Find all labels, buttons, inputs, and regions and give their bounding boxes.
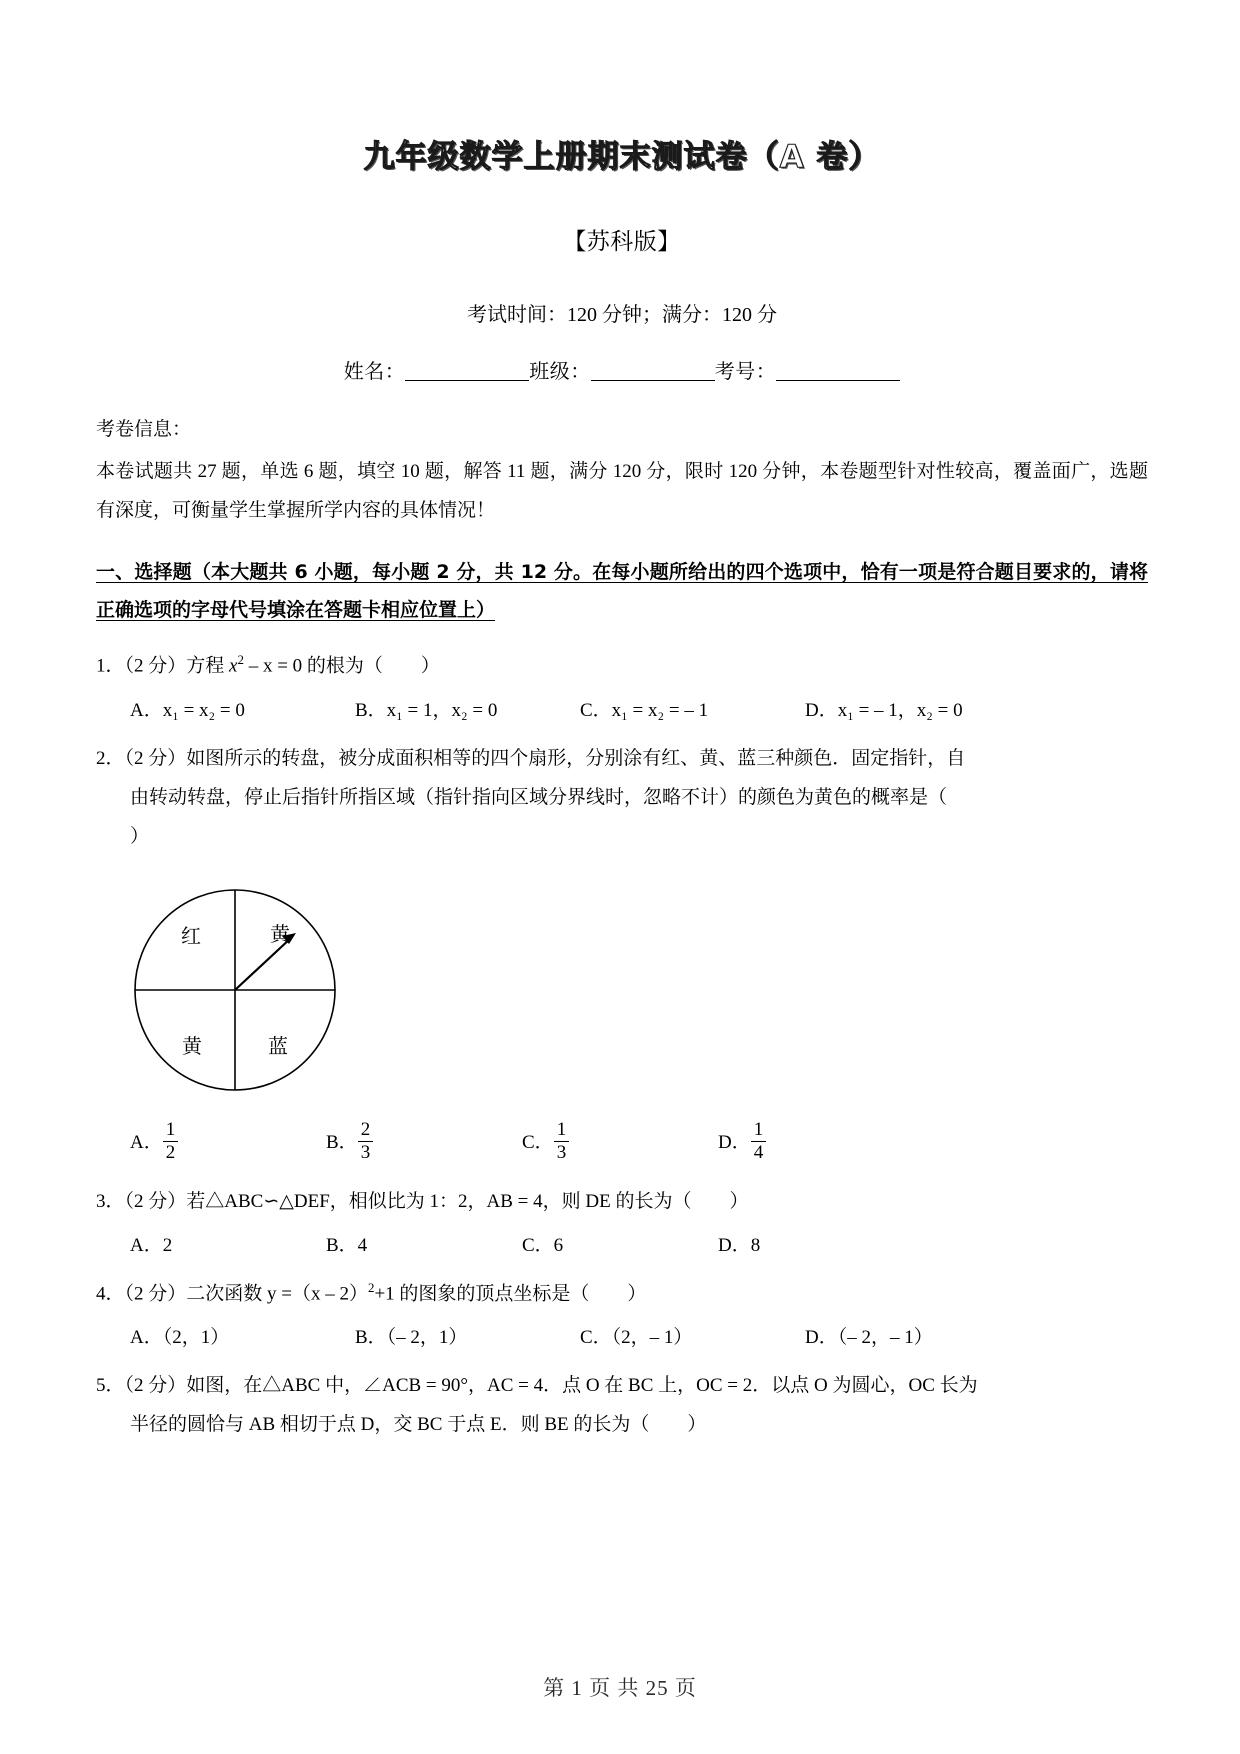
question-1-number: 1． — [96, 655, 125, 677]
q2-opt-c-num: 1 — [556, 1118, 567, 1140]
q2-opt-c-letter: C． — [522, 1131, 554, 1153]
name-label: 姓名： — [343, 361, 406, 384]
question-1-option-d[interactable]: D．x₁ = – 1，x₂ = 0 — [805, 699, 963, 721]
question-2-line3: ） — [130, 825, 150, 847]
question-1-math-rest: – x = 0 — [243, 655, 303, 677]
q2-opt-d-fraction — [751, 1119, 767, 1165]
question-2-score: （2 分） — [124, 747, 187, 769]
question-3-option-d[interactable]: D．8 — [718, 1234, 761, 1256]
number-label: 考号： — [714, 361, 777, 384]
q2-opt-c-fraction — [554, 1119, 570, 1165]
question-2-line2: 由转动转盘，停止后指针所指区域（指针指向区域分界线时，忽略不计）的颜色为黄色的概率是（ — [130, 786, 948, 808]
question-4-exponent: 2 — [368, 1279, 375, 1295]
exam-meta: 考试时间：120 分钟；满分：120 分 — [467, 304, 777, 327]
question-5-line1: 如图，在△ABC 中，∠ACB = 90°，AC = 4．点 O 在 BC 上，OC = 2．以点 O 为圆心，OC 长为 — [186, 1375, 978, 1397]
number-blank[interactable] — [776, 380, 900, 381]
spinner-diagram-icon — [120, 875, 350, 1105]
question-1 — [96, 647, 1148, 684]
q2-opt-b-num: 2 — [360, 1118, 371, 1140]
question-1-score: （2 分） — [124, 655, 187, 677]
section-heading-choice: 一、选择题（本大题共 6 小题，每小题 2 分，共 12 分。在每小题所给出的四个选项中，恰有一项是符合题目要求的，请将正确选项的字母代号填涂在答题卡相应位置上） — [96, 561, 1148, 622]
q2-opt-c-den: 3 — [554, 1141, 570, 1164]
question-1-var: x — [229, 655, 238, 677]
question-3-number: 3． — [96, 1190, 125, 1212]
exam-info-paragraph: 本卷试题共 27 题，单选 6 题，填空 10 题，解答 11 题，满分 120 分，限时 120 分钟，本卷题型针对性较高，覆盖面广，选题有深度，可衡量学生掌握所学内容的具体情况！ — [96, 461, 1148, 522]
question-2-option-d[interactable] — [718, 1119, 914, 1165]
question-4-option-c[interactable]: C．（2，– 1） — [580, 1327, 693, 1349]
question-2-number: 2． — [96, 747, 125, 769]
q2-opt-a-fraction — [163, 1119, 179, 1165]
page-title: 九年级数学上册期末测试卷（A 卷） — [363, 139, 881, 175]
q2-opt-a-den: 2 — [163, 1141, 179, 1164]
question-1-stem-pre: 方程 — [186, 655, 230, 677]
question-1-stem-post: 的根为（ ） — [302, 655, 440, 677]
question-3-options — [96, 1230, 1148, 1257]
question-3-score: （2 分） — [124, 1190, 187, 1212]
question-1-exponent: 2 — [237, 652, 244, 668]
page-footer: 第 1 页 共 25 页 — [543, 1676, 697, 1700]
question-4-option-b[interactable]: B．（– 2，1） — [355, 1327, 468, 1349]
question-3-option-b[interactable]: B．4 — [326, 1234, 368, 1256]
question-4-stem-pre: 二次函数 y =（x – 2） — [186, 1282, 368, 1304]
edition-subtitle: 【苏科版】 — [563, 229, 681, 255]
exam-info-label: 考卷信息： — [96, 419, 192, 441]
question-3-stem: 若△ABC∽△DEF，相似比为 1：2，AB = 4，则 DE 的长为（ ） — [186, 1190, 749, 1212]
question-4-option-a[interactable]: A．（2，1） — [130, 1327, 230, 1349]
question-3 — [96, 1183, 1148, 1220]
q2-opt-d-num: 1 — [753, 1118, 764, 1140]
q2-opt-d-den: 4 — [751, 1141, 767, 1164]
question-5-line2: 半径的圆恰与 AB 相切于点 D，交 BC 于点 E．则 BE 的长为（ ） — [130, 1414, 707, 1436]
question-4-score: （2 分） — [124, 1282, 187, 1304]
question-5-score: （2 分） — [124, 1375, 187, 1397]
question-2-option-c[interactable] — [522, 1119, 718, 1165]
name-blank[interactable] — [405, 380, 529, 381]
spinner-label-top-left: 红 — [181, 923, 201, 948]
class-label: 班级： — [529, 361, 591, 384]
question-2 — [96, 740, 1148, 777]
question-2-option-b[interactable] — [326, 1119, 522, 1165]
q2-opt-a-letter: A． — [130, 1131, 163, 1153]
question-4-options — [96, 1322, 1148, 1349]
q2-opt-a-num: 1 — [165, 1118, 176, 1140]
question-4-stem-post: +1 的图象的顶点坐标是（ ） — [374, 1282, 647, 1304]
q2-opt-d-letter: D． — [718, 1131, 751, 1153]
question-5-number: 5． — [96, 1375, 125, 1397]
question-2-option-a[interactable] — [130, 1119, 326, 1165]
question-2-line1: 如图所示的转盘，被分成面积相等的四个扇形，分别涂有红、黄、蓝三种颜色．固定指针，自 — [186, 747, 966, 769]
question-3-option-c[interactable]: C．6 — [522, 1234, 564, 1256]
q2-opt-b-letter: B． — [326, 1131, 358, 1153]
question-2-options — [96, 1119, 1148, 1165]
spinner-label-bottom-left: 黄 — [182, 1033, 202, 1058]
question-1-option-a[interactable]: A．x₁ = x₂ = 0 — [130, 699, 245, 721]
q2-opt-b-fraction — [358, 1119, 374, 1165]
spinner-label-bottom-right: 蓝 — [268, 1033, 288, 1058]
student-id-line — [96, 355, 1148, 384]
question-4-number: 4． — [96, 1282, 125, 1304]
spinner-figure — [96, 875, 1148, 1105]
spinner-label-top-right: 黄 — [270, 921, 290, 946]
question-1-options — [96, 695, 1148, 722]
q2-opt-b-den: 3 — [358, 1141, 374, 1164]
question-5 — [96, 1367, 1148, 1404]
class-blank[interactable] — [591, 380, 715, 381]
question-1-option-c[interactable]: C．x₁ = x₂ = – 1 — [580, 699, 709, 721]
question-1-option-b[interactable]: B．x₁ = 1，x₂ = 0 — [355, 699, 498, 721]
question-4 — [96, 1275, 1148, 1312]
question-3-option-a[interactable]: A．2 — [130, 1234, 173, 1256]
question-4-option-d[interactable]: D．（– 2，– 1） — [805, 1327, 933, 1349]
